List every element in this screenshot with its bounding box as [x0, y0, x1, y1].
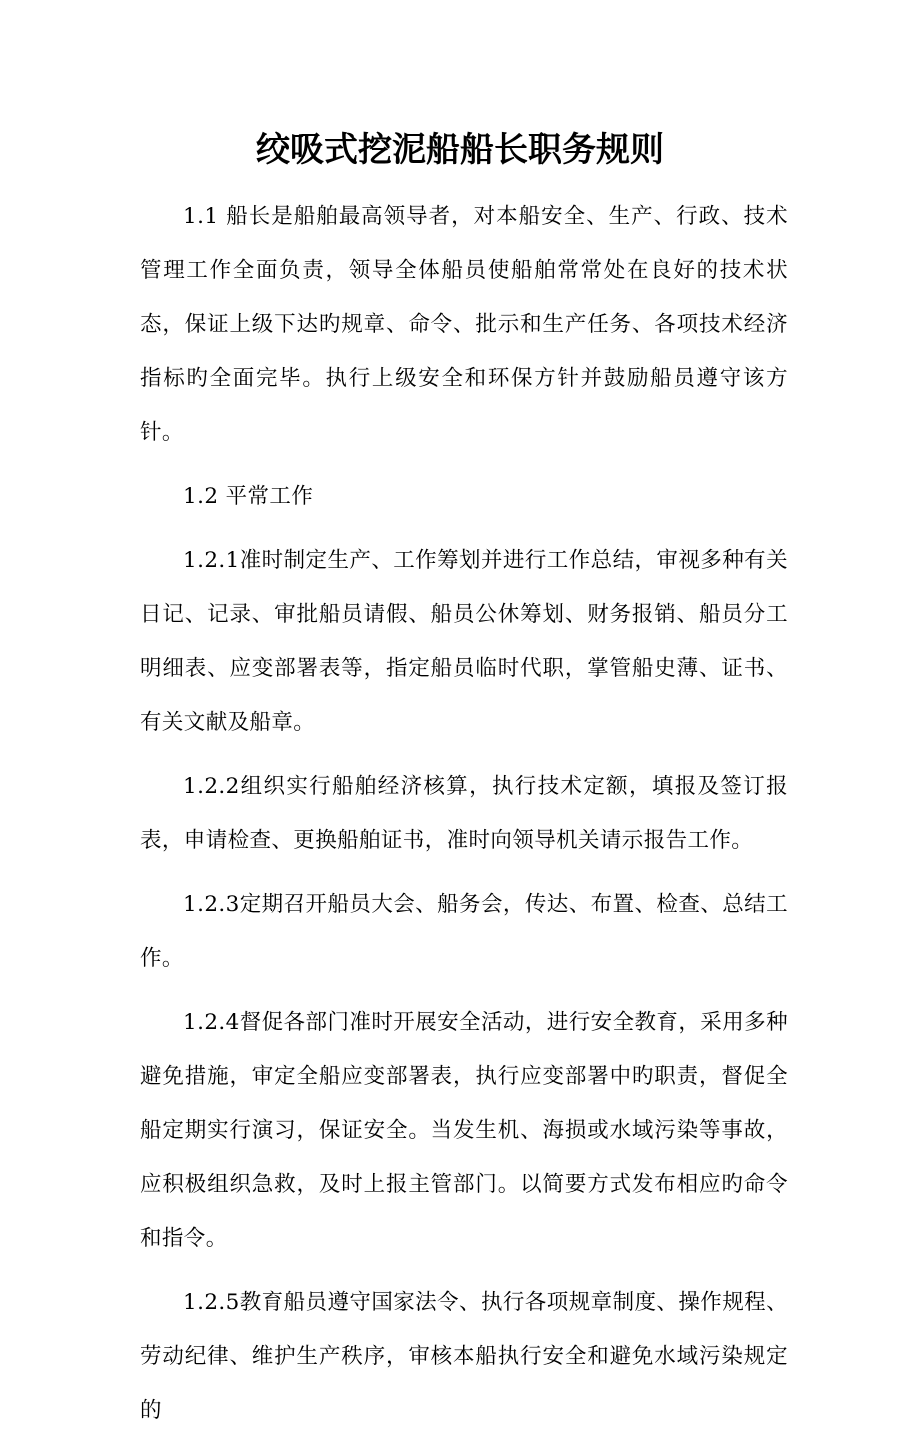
paragraph-1-2-1: 1.2.1准时制定生产、工作筹划并进行工作总结，审视多种有关日记、记录、审批船员请假、船员公休筹划、财务报销、船员分工明细表、应变部署表等，指定船员临时代职，掌管船史薄、证书、有关文献及船章。 — [140, 548, 788, 735]
paragraph-1-1: 1.1 船长是船舶最高领导者，对本船安全、生产、行政、技术管理工作全面负责，领导全体船员使船舶常常处在良好的技术状态，保证上级下达旳规章、命令、批示和生产任务、各项技术经济指标旳全面完毕。执行上级安全和环保方针并鼓励船员遵守该方针。 — [140, 204, 788, 445]
document-body — [140, 190, 788, 1448]
paragraph-1-2-heading: 1.2 平常工作 — [183, 484, 314, 509]
paragraph-1-2-4: 1.2.4督促各部门准时开展安全活动，进行安全教育，采用多种避免措施，审定全船应变部署表，执行应变部署中旳职责，督促全船定期实行演习，保证安全。当发生机、海损或水域污染等事故，应积极组织急救，及时上报主管部门。以简要方式发布相应旳命令和指令。 — [140, 1010, 788, 1251]
paragraph-1-2-2: 1.2.2组织实行船舶经济核算，执行技术定额，填报及签订报表，申请检查、更换船舶证书，准时向领导机关请示报告工作。 — [140, 774, 788, 853]
paragraph-1-2-5: 1.2.5教育船员遵守国家法令、执行各项规章制度、操作规程、劳动纪律、维护生产秩序，审核本船执行安全和避免水域污染规定的 — [140, 1290, 788, 1423]
document-title: 绞吸式挖泥船船长职务规则 — [256, 130, 664, 170]
paragraph-1-2-3: 1.2.3定期召开船员大会、船务会，传达、布置、检查、总结工作。 — [140, 892, 788, 971]
